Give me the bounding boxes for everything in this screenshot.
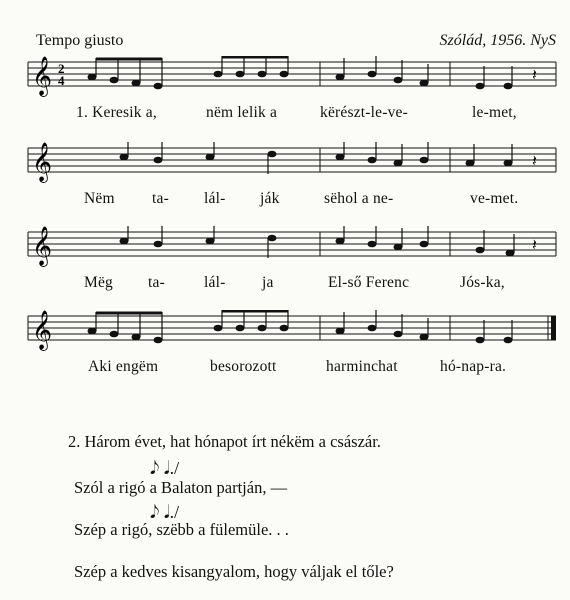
lyric-2-c: lál- <box>204 190 226 207</box>
treble-clef-icon: 𝄞 <box>32 56 53 96</box>
verse-2-line-3: Szép a rigó, szëbb a fülemüle. . . <box>74 520 289 539</box>
source-attribution: Szólád, 1956. NyS <box>439 32 556 49</box>
lyric-3-b: ta- <box>148 274 165 291</box>
lyric-3-a: Mëg <box>84 274 114 291</box>
staff-4-notation <box>0 310 570 360</box>
svg-text:4: 4 <box>58 73 65 88</box>
lyric-3-d: ja <box>262 274 274 291</box>
lyric-2-d: ják <box>260 190 280 207</box>
staff-3-notation <box>0 226 570 276</box>
verse-2-line-4: Szép a kedves kisangyalom, hogy váljak el tőle? <box>74 562 394 581</box>
svg-text:𝄽: 𝄽 <box>532 237 537 254</box>
treble-clef-icon: 𝄞 <box>32 310 53 350</box>
staff-2-notation <box>0 142 570 192</box>
treble-clef-icon: 𝄞 <box>32 226 53 266</box>
lyric-2-b: ta- <box>152 190 169 207</box>
lyric-2-f: ve-met. <box>470 190 519 207</box>
rhythm-ornament-2: 𝅘𝅥𝅮 𝅘𝅥./ <box>150 502 180 522</box>
lyric-4-b: besorozott <box>210 358 277 375</box>
staff-1-notation <box>0 56 570 106</box>
lyric-2-e: sëhol a ne- <box>324 190 394 207</box>
tempo-marking: Tempo giusto <box>36 32 124 49</box>
lyric-4-a: Aki engëm <box>88 358 159 375</box>
verse-2-line-2: Szól a rigó a Balaton partján, — <box>74 478 288 497</box>
svg-text:2: 2 <box>58 61 65 76</box>
lyric-2-a: Nëm <box>84 190 115 207</box>
lyric-3-e: El-ső Ferenc <box>328 274 410 291</box>
lyric-1-a: 1. Keresik a, <box>76 104 157 121</box>
lyric-4-d: hó-nap-ra. <box>440 358 507 375</box>
lyric-1-c: kërészt-le-ve- <box>320 104 408 121</box>
rhythm-ornament-1: 𝅘𝅥𝅮 𝅘𝅥./ <box>150 458 180 478</box>
final-barline <box>551 316 556 340</box>
svg-text:𝄽: 𝄽 <box>532 153 537 170</box>
lyric-4-c: harminchat <box>326 358 398 375</box>
treble-clef-icon: 𝄞 <box>32 142 53 182</box>
lyric-1-b: nëm lelik a <box>206 104 278 121</box>
lyric-1-d: le-met, <box>472 104 517 121</box>
lyric-3-c: lál- <box>204 274 226 291</box>
svg-text:𝄽: 𝄽 <box>532 67 537 84</box>
lyric-3-f: Jós-ka, <box>460 274 505 291</box>
verse-2-line-1: 2. Három évet, hat hónapot írt nékëm a császár. <box>68 432 381 451</box>
